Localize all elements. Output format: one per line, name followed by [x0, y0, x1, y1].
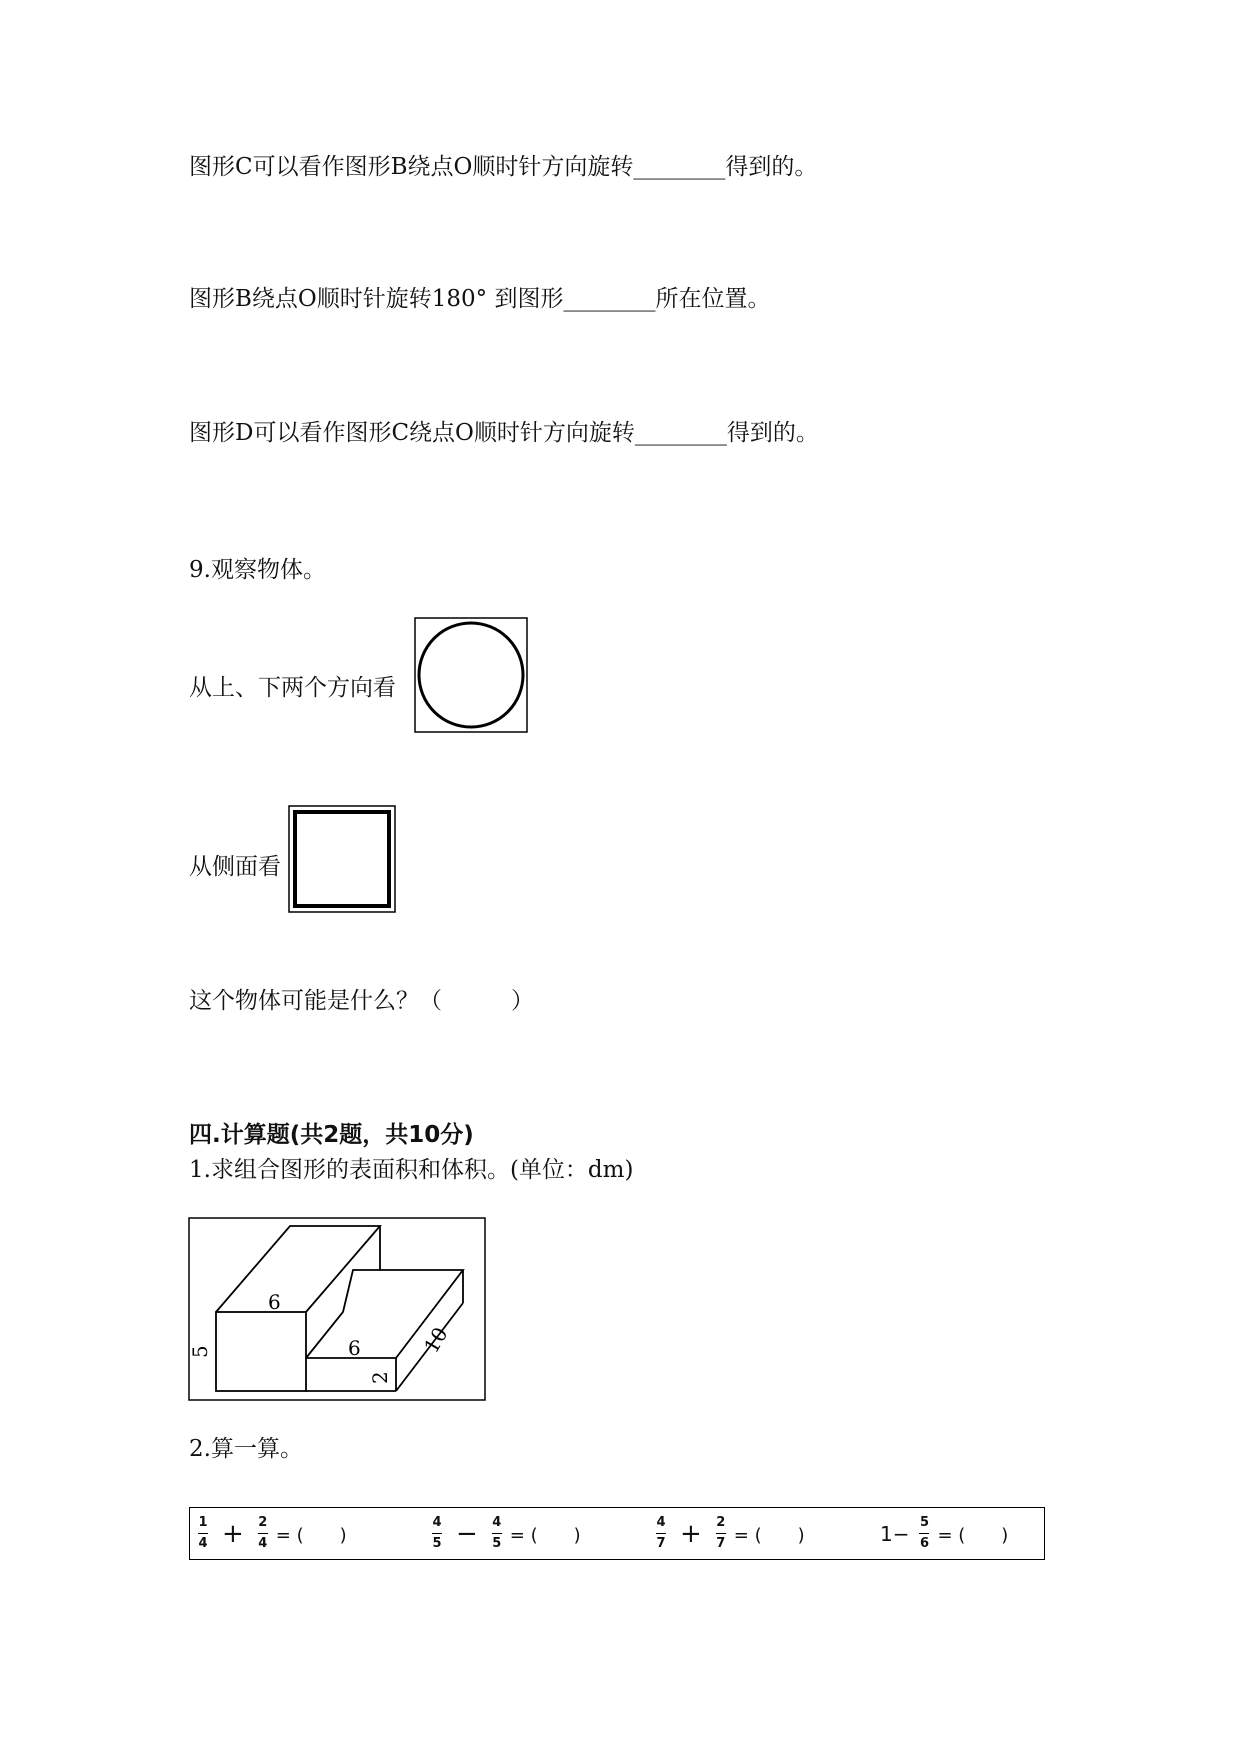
fraction-expression: $\frac{1}{4}$ + $\frac{2}{4}$ = ( )	[198, 1515, 347, 1551]
label-step-height: 2	[368, 1371, 392, 1384]
question-rotation-b: 图形B绕点O顺时针旋转180° 到图形________所在位置。	[189, 286, 771, 312]
calc-question-1: 1.求组合图形的表面积和体积。(单位：dm)	[189, 1157, 634, 1183]
question-rotation-c: 图形C可以看作图形B绕点O顺时针方向旋转________得到的。	[189, 154, 818, 180]
fraction-expression: 1− $\frac{5}{6}$ = ( )	[880, 1515, 1009, 1551]
fraction-expression: $\frac{4}{7}$ + $\frac{2}{7}$ = ( )	[656, 1515, 805, 1551]
question-9-prompt: 这个物体可能是什么？（ ）	[189, 988, 534, 1014]
fraction-expression: $\frac{4}{5}$ − $\frac{4}{5}$ = ( )	[432, 1515, 581, 1551]
composite-solid-figure	[188, 1217, 486, 1401]
calc-question-2: 2.算一算。	[189, 1436, 303, 1462]
question-9-title: 9.观察物体。	[189, 557, 326, 583]
square-view-figure	[288, 805, 396, 913]
label-height: 5	[188, 1345, 212, 1358]
fraction-exercise-table	[189, 1507, 1045, 1560]
side-view-label: 从侧面看	[189, 854, 281, 880]
label-depth: 10	[419, 1323, 453, 1358]
section-4-heading: 四.计算题(共2题，共10分)	[189, 1122, 474, 1148]
top-view-label: 从上、下两个方向看	[189, 675, 396, 701]
circle-view-figure	[414, 617, 528, 733]
question-rotation-d: 图形D可以看作图形C绕点O顺时针方向旋转________得到的。	[189, 420, 819, 446]
label-top-width: 6	[268, 1290, 281, 1314]
label-step-width: 6	[348, 1336, 361, 1360]
